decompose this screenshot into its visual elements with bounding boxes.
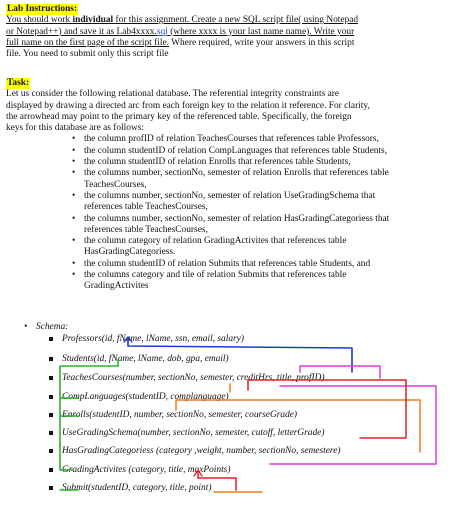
- fk-item: • the columns number, sectionNo, semester of relation Enrolls that references table TeachesCourses,: [66, 168, 470, 191]
- lab-line-2: or Notepad++) and save it as Lab4xxxx.sql (where xxxx is your last name name). Write your: [6, 26, 355, 37]
- arrow-orange: [176, 400, 420, 452]
- fk-item: • the columns number, sectionNo, semester of relation HasGradingCategoriess that references table TeachesCourses,: [66, 214, 470, 237]
- task-line-3: the arrowhead may point to the primary key of the referenced table. Specifically, the foreign: [6, 111, 352, 122]
- fk-item: • the column profID of relation TeachesCourses that references table Professors,: [66, 134, 470, 145]
- lab-line-1: You should work individual for this assignment. Create a new SQL script file( using Notepad: [6, 15, 359, 26]
- fk-item: • the columns number, sectionNo, semester of relation UseGradingSchema that references table TeachesCourses,: [66, 191, 470, 214]
- arrow-blue: [128, 338, 352, 372]
- task-heading: Task:: [7, 78, 30, 88]
- arrow-magenta: [300, 366, 380, 378]
- fk-item: • the column studentID of relation Enrolls that references table Students,: [66, 157, 470, 168]
- schema-row-teachescourses: TeachesCourses(number, sectionNo, semester, creditHrs, title, profID): [62, 373, 324, 384]
- fk-item: • the column category of relation GradingActivites that references table HasGradingCategoriess.: [66, 236, 470, 259]
- lab-heading: Lab Instructions:: [7, 4, 78, 14]
- schema-row-professors: Professors(id, fName, lName, ssn, email, salary): [62, 334, 244, 345]
- lab-line-4: file. You need to submit only this script file: [6, 49, 169, 60]
- task-line-2: displayed by drawing a directed arc from each foreign key to the relation it reference. For clarity,: [6, 100, 370, 111]
- schema-row-submit: Submit(studentID, category, title, point): [62, 483, 211, 494]
- schema-row-students: Students(id, fName, lName, dob, gpa, email): [62, 354, 229, 365]
- schema-heading: • Schema:: [36, 322, 68, 333]
- schema-row-gradingactivites: GradingActivites (category, title, maxPoints): [62, 465, 230, 476]
- fk-item: • the column studentID of relation Submits that references table Students, and: [66, 259, 470, 270]
- arrow-red: [248, 380, 406, 438]
- schema-row-hasgradingcategoriess: HasGradingCategoriess (category ,weight, number, sectionNo, semestere): [62, 446, 341, 457]
- schema-row-usegradingschema: UseGradingSchema(number, sectionNo, semester, cutoff, letterGrade): [62, 428, 324, 439]
- fk-item: • the columns category and tile of relation Submits that references table GradingActivites: [66, 270, 470, 293]
- schema-row-complanguages: CompLanguages(studentID, complanguage): [62, 392, 229, 403]
- task-line-4: keys for this database are as follows:: [6, 123, 144, 134]
- task-line-1: Let us consider the following relational database. The referential integrity constraints are: [6, 89, 340, 100]
- arrow-green: [60, 366, 118, 470]
- schema-row-enrolls: Enrolls(studentID, number, sectionNo, semester, courseGrade): [62, 410, 297, 421]
- fk-item: • the column studentID of relation CompLanguages that references table Students,: [66, 146, 470, 157]
- lab-line-3: full name on the first page of the script file. Where required, write your answers in this script: [6, 37, 355, 48]
